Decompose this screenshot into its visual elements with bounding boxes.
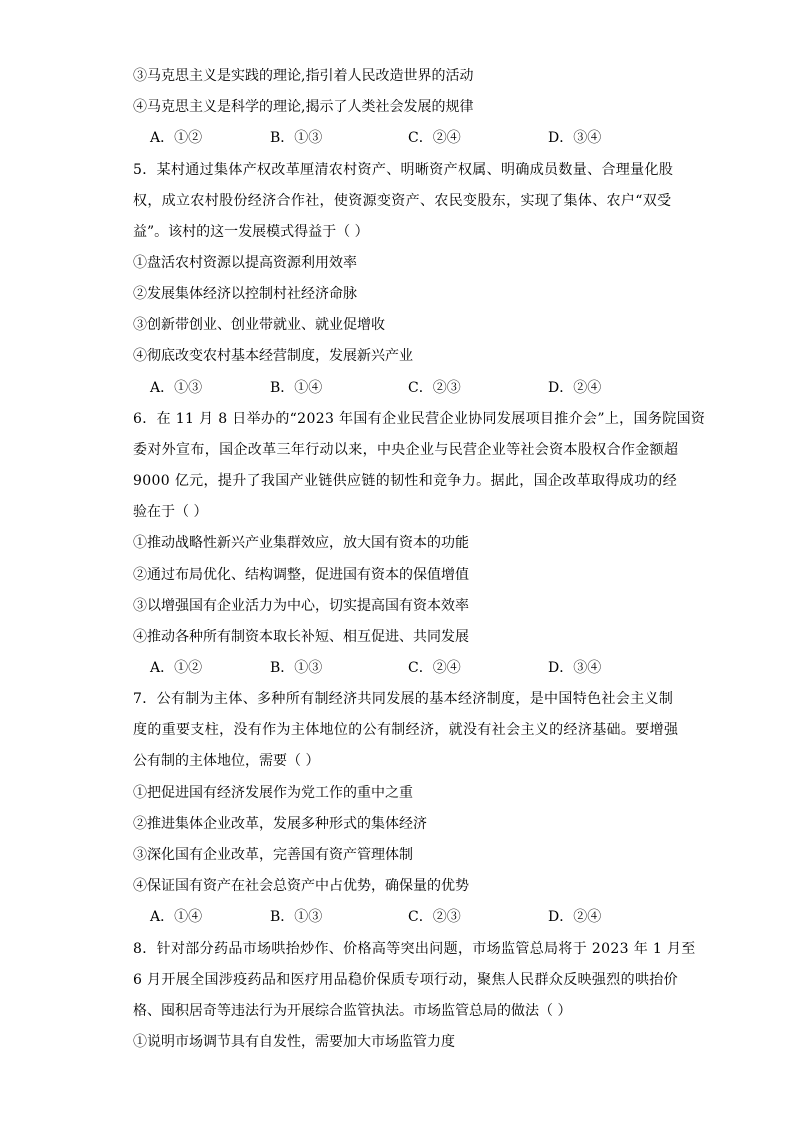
q5-option-d[interactable]: D．②④ bbox=[548, 380, 602, 396]
q8-stem-line-3: 格、囤积居奇等违法行为开展综合监管执法。市场监管总局的做法（ ） bbox=[133, 1003, 572, 1019]
q8-stem-line-2: 6 月开展全国涉疫药品和医疗用品稳价保质专项行动，聚焦人民群众反映强烈的哄抬价 bbox=[133, 972, 679, 988]
q7-option-c[interactable]: C．②③ bbox=[408, 909, 461, 925]
q4-options bbox=[150, 128, 770, 148]
q7-item-3: ③深化国有企业改革，完善国有资产管理体制 bbox=[133, 847, 413, 863]
q6-item-3: ③以增强国有企业活力为中心，切实提高国有资本效率 bbox=[133, 598, 469, 614]
q4-item-3: ③马克思主义是实践的理论,指引着人民改造世界的活动 bbox=[133, 68, 474, 84]
q5-option-b[interactable]: B．①④ bbox=[270, 380, 323, 396]
q6-option-c[interactable]: C．②④ bbox=[408, 660, 461, 676]
q5-item-3: ③创新带创业、创业带就业、就业促增收 bbox=[133, 317, 385, 333]
q7-option-a[interactable]: A．①④ bbox=[150, 909, 203, 925]
q4-option-b[interactable]: B．①③ bbox=[270, 130, 323, 146]
q4-item-4: ④马克思主义是科学的理论,揭示了人类社会发展的规律 bbox=[133, 99, 474, 115]
q5-option-a[interactable]: A．①③ bbox=[150, 380, 203, 396]
q7-item-1: ①把促进国有经济发展作为党工作的重中之重 bbox=[133, 785, 413, 801]
q5-options bbox=[150, 378, 770, 398]
q8-item-1: ①说明市场调节具有自发性，需要加大市场监管力度 bbox=[133, 1034, 455, 1050]
q6-option-d[interactable]: D．③④ bbox=[548, 660, 602, 676]
q6-stem-line-4: 验在于（ ） bbox=[133, 504, 208, 520]
q6-item-1: ①推动战略性新兴产业集群效应，放大国有资本的功能 bbox=[133, 535, 469, 551]
q7-option-d[interactable]: D．②④ bbox=[548, 909, 602, 925]
q6-stem-line-2: 委对外宣布，国企改革三年行动以来，中央企业与民营企业等社会资本股权合作金额超 bbox=[133, 442, 679, 458]
q7-stem-line-1: 7．公有制为主体、多种所有制经济共同发展的基本经济制度，是中国特色社会主义制 bbox=[133, 691, 674, 707]
q7-option-b[interactable]: B．①③ bbox=[270, 909, 323, 925]
q6-stem-line-3: 9000 亿元，提升了我国产业链供应链的韧性和竞争力。据此，国企改革取得成功的经 bbox=[133, 473, 678, 489]
q4-option-a[interactable]: A．①② bbox=[150, 130, 203, 146]
q6-option-b[interactable]: B．①③ bbox=[270, 660, 323, 676]
q8-stem-line-1: 8．针对部分药品市场哄抬炒作、价格高等突出问题，市场监管总局将于 2023 年 1 月至 bbox=[133, 941, 696, 957]
q5-item-1: ①盘活农村资源以提高资源利用效率 bbox=[133, 255, 357, 271]
q7-item-4: ④保证国有资产在社会总资产中占优势，确保量的优势 bbox=[133, 878, 469, 894]
q6-option-a[interactable]: A．①② bbox=[150, 660, 203, 676]
q4-option-d[interactable]: D．③④ bbox=[548, 130, 602, 146]
q5-item-2: ②发展集体经济以控制村社经济命脉 bbox=[133, 286, 357, 302]
q7-stem-line-2: 度的重要支柱，没有作为主体地位的公有制经济，就没有社会主义的经济基础。要增强 bbox=[133, 722, 679, 738]
q6-item-2: ②通过布局优化、结构调整，促进国有资本的保值增值 bbox=[133, 567, 469, 583]
q5-stem-line-1: 5．某村通过集体产权改革厘清农村资产、明晰资产权属、明确成员数量、合理量化股 bbox=[133, 162, 674, 178]
q6-item-4: ④推动各种所有制资本取长补短、相互促进、共同发展 bbox=[133, 629, 469, 645]
q5-stem-line-2: 权，成立农村股份经济合作社，使资源变资产、农民变股东，实现了集体、农户“双受 bbox=[133, 193, 672, 209]
q7-item-2: ②推进集体企业改革，发展多种形式的集体经济 bbox=[133, 816, 427, 832]
q4-option-c[interactable]: C．②④ bbox=[408, 130, 461, 146]
q7-options bbox=[150, 907, 770, 927]
q6-options bbox=[150, 658, 770, 678]
q5-item-4: ④彻底改变农村基本经营制度，发展新兴产业 bbox=[133, 348, 413, 364]
q6-stem-line-1: 6．在 11 月 8 日举办的“2023 年国有企业民营企业协同发展项目推介会”上，国务院国资 bbox=[133, 411, 706, 427]
q5-option-c[interactable]: C．②③ bbox=[408, 380, 461, 396]
q5-stem-line-3: 益”。该村的这一发展模式得益于（ ） bbox=[133, 224, 369, 240]
q7-stem-line-3: 公有制的主体地位，需要（ ） bbox=[133, 753, 320, 769]
